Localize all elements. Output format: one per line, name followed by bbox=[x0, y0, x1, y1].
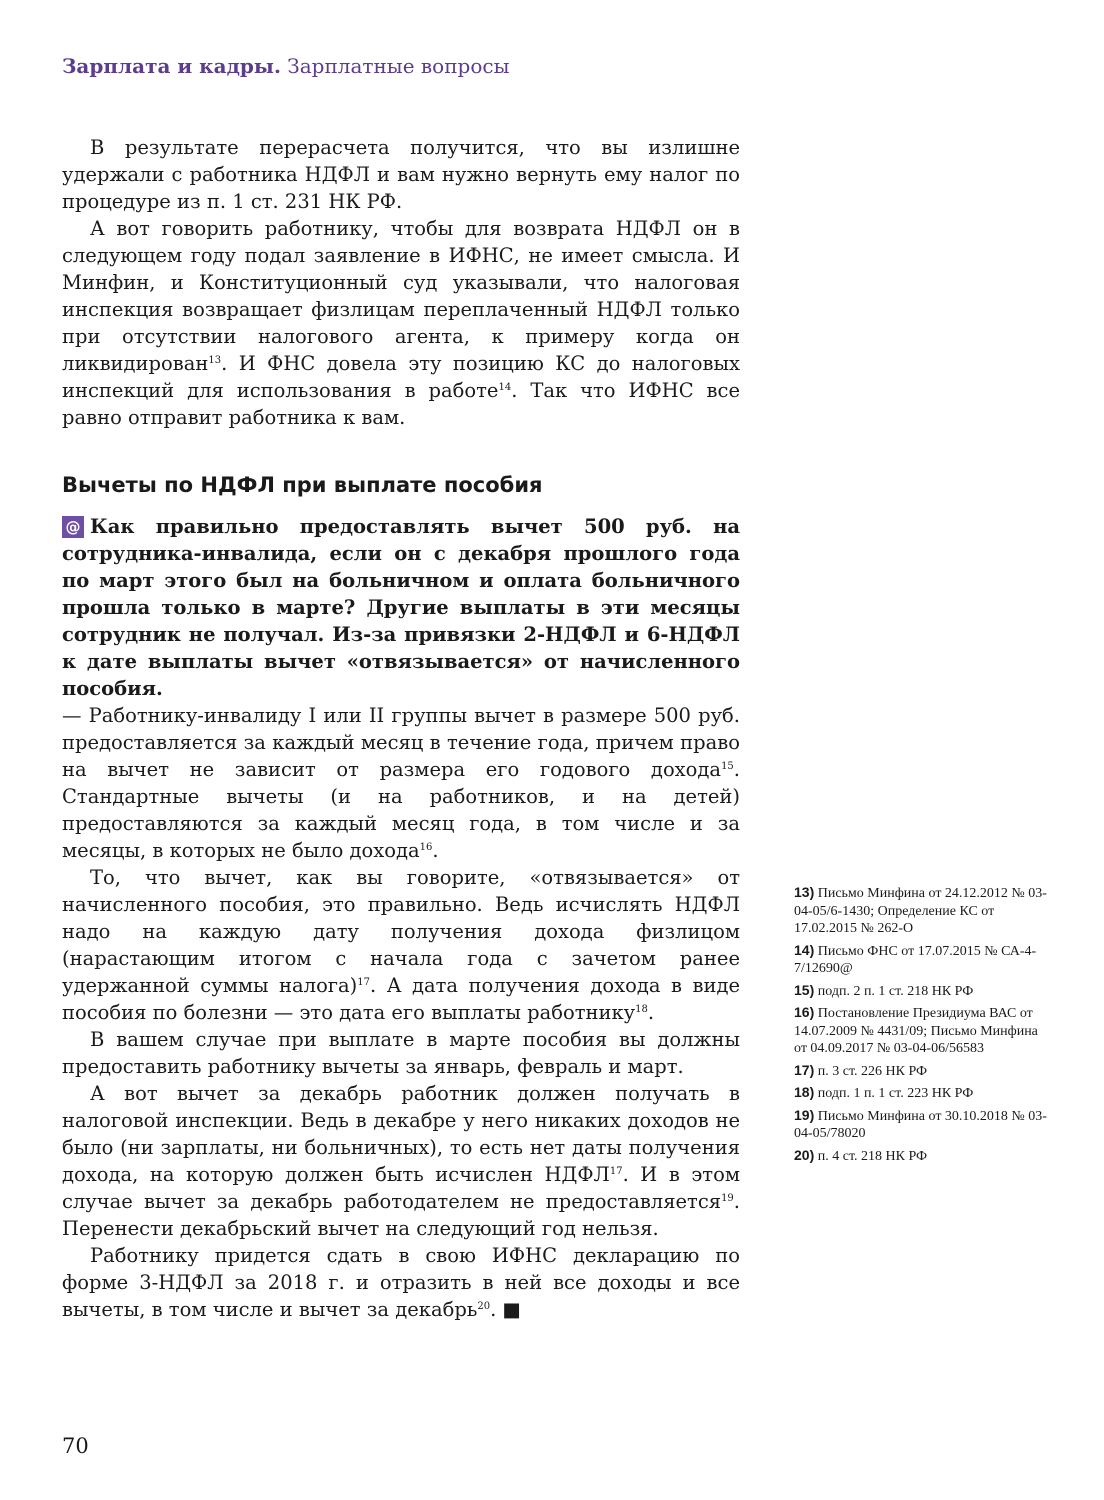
footnote bbox=[794, 982, 1054, 1001]
text-run: . И ФНС довела эту позицию КС до налоговых инспекций для использования в работе bbox=[62, 352, 740, 402]
section-title: Вычеты по НДФЛ при выплате пособия bbox=[62, 473, 543, 497]
footnote-number: 13) bbox=[794, 884, 815, 900]
footnote-ref: 17 bbox=[357, 977, 370, 988]
footnote-ref: 13 bbox=[208, 355, 222, 366]
text-run: . bbox=[647, 1001, 655, 1024]
text-run: . Стандартные вычеты (и на работников, и на детей) предоставляются за каждый месяц года, в том числе и за месяцы, в которых не было дохода bbox=[62, 758, 740, 862]
answer-paragraph-5 bbox=[62, 1242, 740, 1323]
article-body bbox=[62, 134, 740, 1323]
answer-paragraph-1 bbox=[62, 702, 740, 864]
footnote-text: Письмо ФНС от 17.07.2015 № СА-4-7/12690@ bbox=[794, 943, 1037, 976]
text-run: . Так что ИФНС все равно отправит работника к вам. bbox=[62, 379, 740, 429]
at-icon: @ bbox=[62, 516, 84, 538]
text-run: . bbox=[432, 839, 439, 862]
footnote bbox=[794, 884, 1054, 938]
answer-paragraph-4 bbox=[62, 1080, 740, 1242]
footnote-ref: 18 bbox=[635, 1004, 648, 1015]
footnote bbox=[794, 1084, 1054, 1103]
footnote-number: 17) bbox=[794, 1061, 815, 1078]
text-run: . И в этом случае вычет за декабрь работодателем не предоставляется bbox=[62, 1163, 740, 1213]
footnote-number: 19) bbox=[794, 1106, 815, 1123]
footnote-text: п. 3 ст. 226 НК РФ bbox=[817, 1063, 928, 1079]
footnote-text: подп. 2 п. 1 ст. 218 НК РФ bbox=[817, 983, 974, 999]
text-run: А вот вычет за декабрь работник должен получать в налоговой инспекции. Ведь в декабре у него никаких доходов не было (ни зарплаты, ни больничных), то есть нет даты получения дохода, на которую должен быть исчислен НДФЛ bbox=[62, 1082, 740, 1186]
text-run: . А дата получения дохода в виде пособия по болезни — это дата его выплаты работнику bbox=[62, 974, 740, 1024]
footnote bbox=[794, 1107, 1054, 1143]
footnote-number: 14) bbox=[794, 941, 815, 958]
text-run: А вот говорить работнику, чтобы для возврата НДФЛ он в следующем году подал заявление в ИФНС, не имеет смысла. И Минфин, и Конституционный суд указывали, что налоговая инспекция возвращает физлицам переплаченный НДФЛ только при отсутствии налогового агента, к примеру когда он ликвидирован bbox=[62, 217, 740, 375]
question-text: Как правильно предоставлять вычет 500 руб. на сотрудника-инвалида, если он с декабря прошлого года по март этого был на больничном и оплата больничного прошла только в марте? Другие выплаты в эти месяцы сотрудник не получал. Из-за привязки 2-НДФЛ и 6-НДФЛ к дате выплаты вычет «отвязывается» от начисленного пособия. bbox=[62, 515, 740, 700]
question-paragraph bbox=[62, 513, 740, 702]
footnote-ref: 17 bbox=[609, 1166, 623, 1177]
footnote bbox=[794, 1147, 1054, 1166]
footnote-ref: 20 bbox=[477, 1301, 491, 1312]
footnote-ref: 19 bbox=[721, 1193, 734, 1204]
text-run: . ■ bbox=[490, 1298, 521, 1321]
intro-paragraph-1: В результате перерасчета получится, что вы излишне удержали с работника НДФЛ и вам нужно вернуть ему налог по процедуре из п. 1 ст. 231 НК РФ. bbox=[62, 136, 740, 213]
intro-paragraph-2 bbox=[62, 215, 740, 431]
footnote-text: Письмо Минфина от 24.12.2012 № 03-04-05/6-1430; Определение КС от 17.02.2015 № 262-О bbox=[794, 886, 1047, 936]
footnote-ref: 14 bbox=[498, 382, 512, 393]
header-subsection: Зарплатные вопросы bbox=[287, 54, 510, 78]
text-run: . Перенести декабрьский вычет на следующий год нельзя. bbox=[62, 1190, 740, 1240]
text-run: Работнику придется сдать в свою ИФНС декларацию по форме 3-НДФЛ за 2018 г. и отразить в ней все доходы и все вычеты, в том числе и вычет за декабрь bbox=[62, 1244, 740, 1321]
footnote-text: п. 4 ст. 218 НК РФ bbox=[817, 1148, 928, 1164]
footnote-number: 18) bbox=[794, 1084, 815, 1100]
running-header bbox=[62, 54, 510, 78]
footnote-number: 20) bbox=[794, 1146, 815, 1163]
footnote-text: Письмо Минфина от 30.10.2018 № 03-04-05/78020 bbox=[794, 1108, 1047, 1141]
footnote bbox=[794, 1004, 1054, 1058]
footnote-text: подп. 1 п. 1 ст. 223 НК РФ bbox=[817, 1086, 974, 1101]
footnote-number: 16) bbox=[794, 1004, 815, 1020]
footnote-number: 15) bbox=[794, 981, 815, 998]
text-run: То, что вычет, как вы говорите, «отвязывается» от начисленного пособия, это правильно. Ведь исчислять НДФЛ надо на каждую дату получения дохода физлицом (нарастающим итогом с начала года с зачетом ранее удержанной суммы налога) bbox=[62, 866, 740, 997]
footnote bbox=[794, 942, 1054, 978]
text-run: — Работнику-инвалиду I или II группы вычет в размере 500 руб. предоставляется за каждый месяц в течение года, причем право на вычет не зависит от размера его годового дохода bbox=[62, 704, 740, 781]
answer-paragraph-2 bbox=[62, 864, 740, 1026]
header-section: Зарплата и кадры. bbox=[62, 54, 281, 78]
footnote-text: Постановление Президиума ВАС от 14.07.2009 № 4431/09; Письмо Минфина от 04.09.2017 № 03-04-06/56583 bbox=[794, 1006, 1038, 1056]
footnote bbox=[794, 1062, 1054, 1081]
answer-paragraph-3: В вашем случае при выплате в марте пособия вы должны предоставить работнику вычеты за январь, февраль и март. bbox=[62, 1028, 740, 1078]
footnote-ref: 15 bbox=[721, 761, 734, 772]
page-number: 70 bbox=[62, 1434, 89, 1458]
footnotes bbox=[794, 884, 1054, 1169]
footnote-ref: 16 bbox=[419, 842, 433, 853]
